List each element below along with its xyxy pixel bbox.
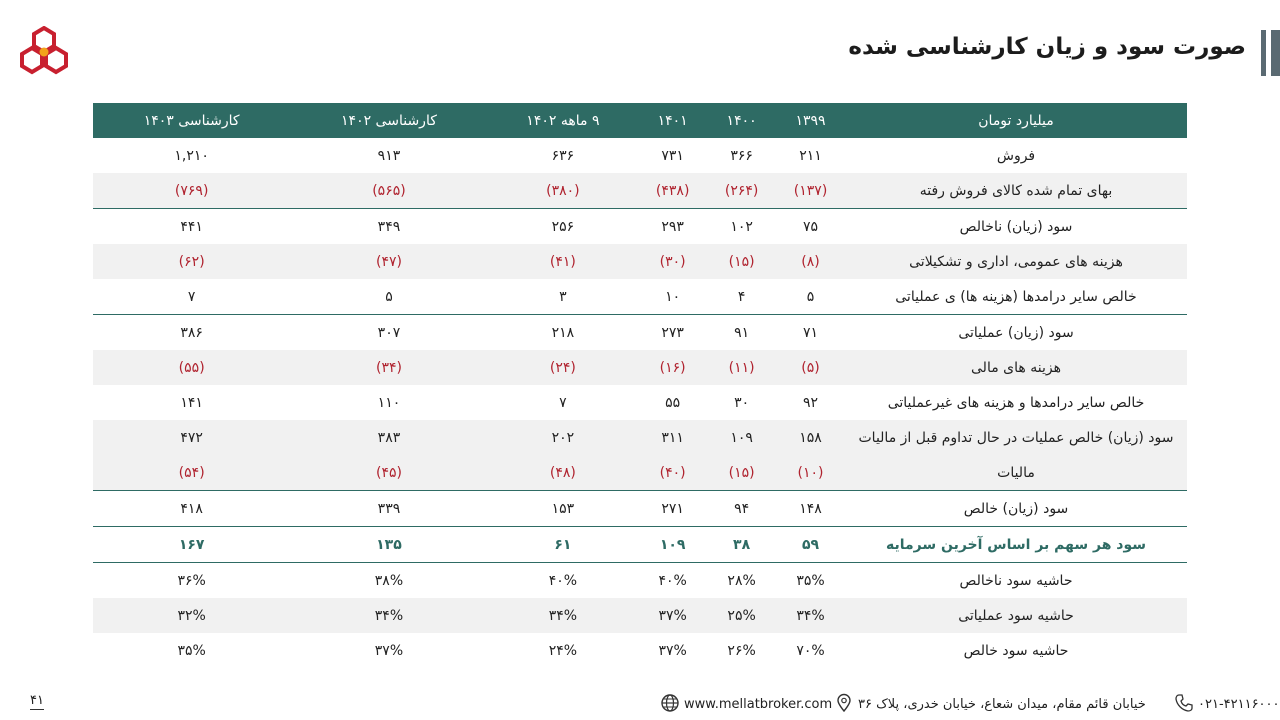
row-label: سود (زیان) خالص xyxy=(845,491,1187,527)
table-cell: ۳۴% xyxy=(290,598,487,633)
table-cell: ۹۱ xyxy=(707,315,776,351)
table-cell: ۲۰۲ xyxy=(488,420,639,455)
table-row xyxy=(93,385,1187,420)
column-header: میلیارد تومان xyxy=(845,103,1187,138)
row-label: حاشیه سود خالص xyxy=(963,642,1069,659)
table-cell: ۳۷% xyxy=(638,598,707,633)
table-cell: ۱۴۸ xyxy=(776,491,845,527)
table-cell: (۴۱) xyxy=(488,244,639,279)
table-cell: (۴۵) xyxy=(290,455,487,491)
table-cell: ۹۲ xyxy=(803,394,819,411)
row-label: حاشیه سود عملیاتی xyxy=(845,598,1187,633)
table-cell: ۴ xyxy=(737,288,746,305)
table-row xyxy=(93,173,1187,209)
row-label: خالص سایر درامدها و هزینه های غیرعملیاتی xyxy=(887,394,1145,411)
table-cell: (۴۰) xyxy=(638,455,707,491)
table-cell: ۳۵% xyxy=(796,572,825,589)
table-row xyxy=(93,455,1187,491)
table-cell: ۷۵ xyxy=(776,209,845,245)
table-cell: (۱۶) xyxy=(638,350,707,385)
table-cell: (۴۳۸) xyxy=(638,173,707,209)
table-cell: ۷۱ xyxy=(776,315,845,351)
column-header: کارشناسی ۱۴۰۳ xyxy=(93,103,290,138)
row-label: هزینه های مالی xyxy=(845,350,1187,385)
table-cell: ۱۵۳ xyxy=(488,491,639,527)
table-cell: (۱۵) xyxy=(707,455,776,491)
table-row xyxy=(93,491,1187,527)
title-accent-bar xyxy=(1261,30,1266,76)
table-cell: (۴۸) xyxy=(488,455,639,491)
table-cell: ۱۰۲ xyxy=(707,209,776,245)
page-title: صورت سود و زیان کارشناسی شده xyxy=(848,34,1246,60)
table-cell: ۷۳۱ xyxy=(661,147,684,164)
table-cell: (۱۰) xyxy=(776,455,845,491)
table-cell: ۱۰۹ xyxy=(638,527,707,563)
table-cell: ۲۵% xyxy=(707,598,776,633)
row-label: بهای تمام شده کالای فروش رفته xyxy=(845,173,1187,209)
table-cell: ۳۸۳ xyxy=(290,420,487,455)
table-cell: ۳۰۷ xyxy=(290,315,487,351)
table-cell: ۲۵۶ xyxy=(488,209,639,245)
table-cell: ۱۴۱ xyxy=(180,394,203,411)
table-cell: (۶۲) xyxy=(93,244,290,279)
table-cell: ۵ xyxy=(385,288,393,305)
income-statement-table xyxy=(93,103,1187,668)
table-cell: ۳۱۱ xyxy=(638,420,707,455)
table-cell: ۷۰% xyxy=(796,642,825,659)
row-label: خالص سایر درامدها (هزینه ها) ی عملیاتی xyxy=(895,288,1137,305)
table-cell: ۳ xyxy=(559,288,567,305)
table-cell: ۳۳۹ xyxy=(290,491,487,527)
table-cell: ۳۴۹ xyxy=(290,209,487,245)
table-row xyxy=(93,598,1187,633)
table-cell: ۳۶% xyxy=(177,572,206,589)
location-pin-icon xyxy=(834,693,854,713)
table-cell: (۱۳۷) xyxy=(776,173,845,209)
row-label: سود (زیان) عملیاتی xyxy=(845,315,1187,351)
table-row xyxy=(93,420,1187,455)
table-cell: ۱۳۵ xyxy=(290,527,487,563)
table-cell: ۲۷۳ xyxy=(638,315,707,351)
table-cell: ۳۶۶ xyxy=(730,147,753,164)
table-row xyxy=(93,563,1187,599)
table-cell: ۷ xyxy=(187,288,196,305)
table-cell: ۲۴% xyxy=(548,642,578,659)
table-cell: ۲۹۳ xyxy=(638,209,707,245)
row-label: فروش xyxy=(996,147,1036,164)
table-cell: ۳۸% xyxy=(374,572,404,589)
table-cell: ۴۴۱ xyxy=(93,209,290,245)
table-cell: (۵) xyxy=(776,350,845,385)
table-cell: ۱۰۹ xyxy=(707,420,776,455)
table-cell: ۹۱۳ xyxy=(377,147,401,164)
table-cell: (۲۴) xyxy=(488,350,639,385)
table-header-row xyxy=(93,103,1187,138)
table-row xyxy=(93,279,1187,315)
title-accent-bar-outer xyxy=(1271,30,1280,76)
table-row xyxy=(93,209,1187,245)
row-label: هزینه های عمومی، اداری و تشکیلاتی xyxy=(845,244,1187,279)
table-cell: ۱,۲۱۰ xyxy=(174,147,209,164)
table-cell: ۱۱۰ xyxy=(377,394,401,411)
table-row xyxy=(93,138,1187,173)
table-cell: ۱۵۸ xyxy=(776,420,845,455)
table-row xyxy=(93,350,1187,385)
globe-icon xyxy=(660,693,680,713)
table-cell: ۶۳۶ xyxy=(551,147,575,164)
table-cell: ۴۱۸ xyxy=(93,491,290,527)
table-cell: ۶۱ xyxy=(488,527,639,563)
table-cell: ۱۰ xyxy=(665,288,681,305)
row-label: سود هر سهم بر اساس آخرین سرمایه xyxy=(845,527,1187,563)
table-cell: (۳۴) xyxy=(290,350,487,385)
table-cell: (۴۷) xyxy=(290,244,487,279)
row-label: مالیات xyxy=(845,455,1187,491)
table-row xyxy=(93,315,1187,351)
table-row xyxy=(93,527,1187,563)
column-header: ۱۴۰۰ xyxy=(707,103,776,138)
page-number: ۴۱ xyxy=(30,693,44,708)
table-cell: (۸) xyxy=(776,244,845,279)
table-cell: ۳۷% xyxy=(658,642,687,659)
table-cell: ۲۸% xyxy=(727,572,756,589)
table-cell: (۵۵) xyxy=(93,350,290,385)
column-header: کارشناسی ۱۴۰۲ xyxy=(290,103,487,138)
table-cell: ۳۰ xyxy=(734,394,750,411)
table-cell: (۳۰) xyxy=(638,244,707,279)
row-label: حاشیه سود ناخالص xyxy=(959,572,1073,589)
column-header: ۱۳۹۹ xyxy=(776,103,845,138)
table-cell: (۷۶۹) xyxy=(93,173,290,209)
table-cell: ۲۷۱ xyxy=(638,491,707,527)
table-cell: (۳۸۰) xyxy=(488,173,639,209)
table-cell: (۵۴) xyxy=(93,455,290,491)
table-cell: (۲۶۴) xyxy=(707,173,776,209)
table-cell: ۴۰% xyxy=(658,572,687,589)
table-cell: ۳۵% xyxy=(177,642,206,659)
phone-number: ۰۲۱-۴۲۱۱۶۰۰۰ xyxy=(1198,697,1280,712)
table-cell: ۳۴% xyxy=(776,598,845,633)
phone-icon xyxy=(1174,693,1194,713)
table-cell: ۴۷۲ xyxy=(93,420,290,455)
table-cell: ۲۶% xyxy=(727,642,756,659)
row-label: سود (زیان) خالص عملیات در حال تداوم قبل از مالیات xyxy=(845,420,1187,455)
table-cell: ۴۰% xyxy=(548,572,578,589)
address-text: خیابان قائم مقام، میدان شعاع، خیابان خدری، پلاک ۳۶ xyxy=(858,697,1146,712)
table-cell: ۵۵ xyxy=(665,394,681,411)
table-cell: ۲۱۸ xyxy=(488,315,639,351)
table-cell: ۲۱۱ xyxy=(799,147,822,164)
table-cell: ۳۷% xyxy=(374,642,404,659)
table-cell: ۷ xyxy=(559,394,567,411)
column-header: ۹ ماهه ۱۴۰۲ xyxy=(488,103,639,138)
table-cell: ۱۶۷ xyxy=(93,527,290,563)
column-header: ۱۴۰۱ xyxy=(638,103,707,138)
table-cell: ۳۸ xyxy=(707,527,776,563)
table-cell: ۳۲% xyxy=(93,598,290,633)
table-cell: (۱۵) xyxy=(707,244,776,279)
table-cell: (۱۱) xyxy=(707,350,776,385)
table-cell: ۳۴% xyxy=(488,598,639,633)
table-cell: ۵۹ xyxy=(776,527,845,563)
table-cell: (۵۶۵) xyxy=(290,173,487,209)
row-label: سود (زیان) ناخالص xyxy=(845,209,1187,245)
website-link[interactable]: www.mellatbroker.com xyxy=(684,697,833,712)
table-cell: ۹۴ xyxy=(707,491,776,527)
mellat-logo xyxy=(20,26,68,76)
table-row xyxy=(93,633,1187,668)
table-cell: ۳۸۶ xyxy=(93,315,290,351)
table-cell: ۵ xyxy=(806,288,815,305)
table-row xyxy=(93,244,1187,279)
